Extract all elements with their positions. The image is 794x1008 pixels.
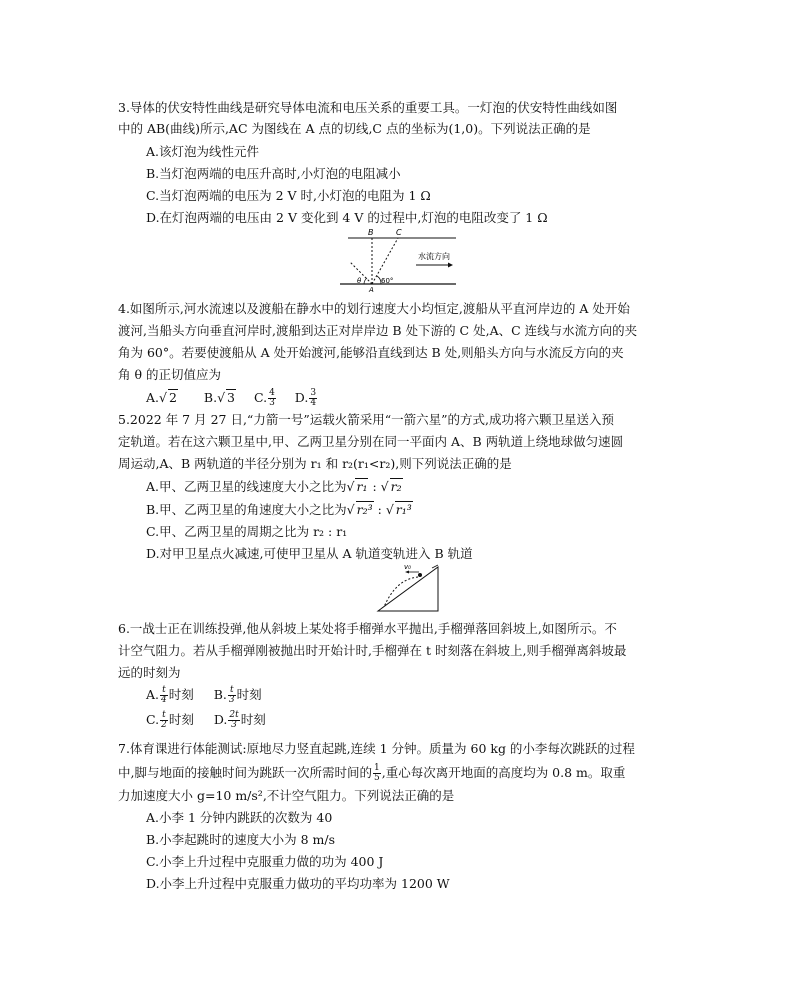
q4-stem-line-3: 角为 60°。若要使渡船从 A 处开始渡河,能够沿直线到达 B 处,则船头方向与水流反方向的夹 xyxy=(118,345,624,360)
label-v0: v₀ xyxy=(404,563,411,571)
q4-option-b-value: 3 xyxy=(227,390,235,405)
label-water-flow: 水流方向 xyxy=(418,252,450,261)
q6-stem-line-2: 计空气阻力。若从手榴弹刚被抛出时开始计时,手榴弹在 t 时刻落在斜坡上,则手榴弹离斜坡最 xyxy=(118,643,627,658)
q3-option-d: D.在灯泡两端的电压由 2 V 变化到 4 V 的过程中,灯泡的电阻改变了 1 Ω xyxy=(146,210,548,225)
q5-option-c: C.甲、乙两卫星的周期之比为 r₂ : r₁ xyxy=(146,524,348,539)
q4-option-b-label: B. xyxy=(203,390,218,405)
q6-option-b: B. $\frac{t}{3}$ 时刻 xyxy=(213,685,262,705)
q3-option-c: C.当灯泡两端的电压为 2 V 时,小灯泡的电阻为 1 Ω xyxy=(146,188,431,203)
label-a: A xyxy=(369,286,374,292)
q4-option-a-value: 2 xyxy=(168,390,177,405)
q7-option-d: D.小李上升过程中克服重力做功的平均功率为 1200 W xyxy=(146,876,450,891)
q4-option-c-label: C. xyxy=(253,390,268,405)
q7-option-c: C.小李上升过程中克服重力做的功为 400 J xyxy=(146,854,384,869)
q6-stem-line-3: 远的时刻为 xyxy=(118,665,181,680)
q5-stem-line-2: 定轨道。若在这六颗卫星中,甲、乙两卫星分别在同一平面内 A、B 两轨道上绕地球做匀速圆 xyxy=(118,434,624,449)
q6-options-row-1 xyxy=(146,686,262,705)
q3-stem-line-1: 3.导体的伏安特性曲线是研究导体电流和电压关系的重要工具。一灯泡的伏安特性曲线如图 xyxy=(118,100,618,115)
label-c: C xyxy=(396,228,402,237)
angle-arc xyxy=(364,278,367,284)
q4-options: A.√ 2 B.√ 3 C. $\frac{4}{3}$ D. $\frac{3}{4}$ xyxy=(146,388,317,408)
q4-stem-line-1: 4.如图所示,河水流速以及渡船在静水中的划行速度大小均恒定,渡船从平直河岸边的 A 处开始 xyxy=(118,301,630,316)
q5-option-b: B.甲、乙两卫星的角速度大小之比为√ r₂³ : √ r₁³ xyxy=(146,502,412,517)
q3-stem-line-2: 中的 AB(曲线)所示,AC 为图线在 A 点的切线,C 点的坐标为(1,0)。下列说法正确的是 xyxy=(118,121,591,136)
q5-stem-line-1: 5.2022 年 7 月 27 日,“力箭一号”运载火箭采用“一箭六星”的方式,成功将六颗卫星送入预 xyxy=(118,412,614,427)
q6-option-a: A. $\frac{t}{4}$ 时刻 xyxy=(146,685,194,705)
q7-option-a: A.小李 1 分钟内跳跃的次数为 40 xyxy=(146,810,333,825)
q3-option-b: B.当灯泡两端的电压升高时,小灯泡的电阻减小 xyxy=(146,166,401,181)
q4-stem-line-2: 渡河,当船头方向垂直河岸时,渡船到达正对岸岸边 B 处下游的 C 处,A、C 连线与水流方向的夹 xyxy=(118,323,638,338)
q4-stem-line-4: 角 θ 的正切值应为 xyxy=(118,367,221,382)
slope-figure xyxy=(376,563,448,613)
q5-stem-line-3: 周运动,A、B 两轨道的半径分别为 r₁ 和 r₂(r₁<r₂),则下列说法正确的是 xyxy=(118,456,512,471)
q7-stem-line-1: 7.体育课进行体能测试:原地尽力竖直起跳,连续 1 分钟。质量为 60 kg 的小李每次跳跃的过程 xyxy=(118,741,635,756)
q6-stem-line-1: 6.一战士正在训练投弹,他从斜坡上某处将手榴弹水平抛出,手榴弹落回斜坡上,如图所示。不 xyxy=(118,621,617,636)
q7-stem-line-3: 力加速度大小 g=10 m/s²,不计空气阻力。下列说法正确的是 xyxy=(118,788,455,803)
q6-option-d: D. $\frac{2t}{3}$ 时刻 xyxy=(213,710,266,730)
q7-fraction: $\frac{1}{5}$ xyxy=(373,763,380,783)
grenade-icon xyxy=(418,573,422,577)
label-b: B xyxy=(368,228,374,237)
q7-stem-line-2: 中,脚与地面的接触时间为跳跃一次所需时间的 $\frac{1}{5}$ ,重心每次离开地面的高度均为 0.8 m。取重 xyxy=(118,763,626,783)
q5-option-a: A.甲、乙两卫星的线速度大小之比为√ r₁ : √ r₂ xyxy=(146,479,402,494)
label-theta: θ xyxy=(357,277,362,285)
q4-option-d-fraction: $\frac{3}{4}$ xyxy=(310,388,317,408)
q6-option-c: C. $\frac{t}{2}$ 时刻 xyxy=(146,710,194,730)
q5-option-d: D.对甲卫星点火减速,可使甲卫星从 A 轨道变轨进入 B 轨道 xyxy=(146,546,473,561)
q7-option-b: B.小李起跳时的速度大小为 8 m/s xyxy=(146,832,336,847)
q4-option-a-label: A. xyxy=(146,390,160,405)
slope-triangle xyxy=(378,567,438,611)
q3-option-a: A.该灯泡为线性元件 xyxy=(146,144,260,159)
flow-arrow-head xyxy=(448,263,453,268)
q4-option-c-fraction: $\frac{4}{3}$ xyxy=(269,388,275,408)
q4-option-d-label: D. xyxy=(294,390,309,405)
q6-options-row-2 xyxy=(146,711,266,730)
label-60-degrees: 60° xyxy=(381,277,394,285)
river-crossing-figure xyxy=(336,226,460,292)
